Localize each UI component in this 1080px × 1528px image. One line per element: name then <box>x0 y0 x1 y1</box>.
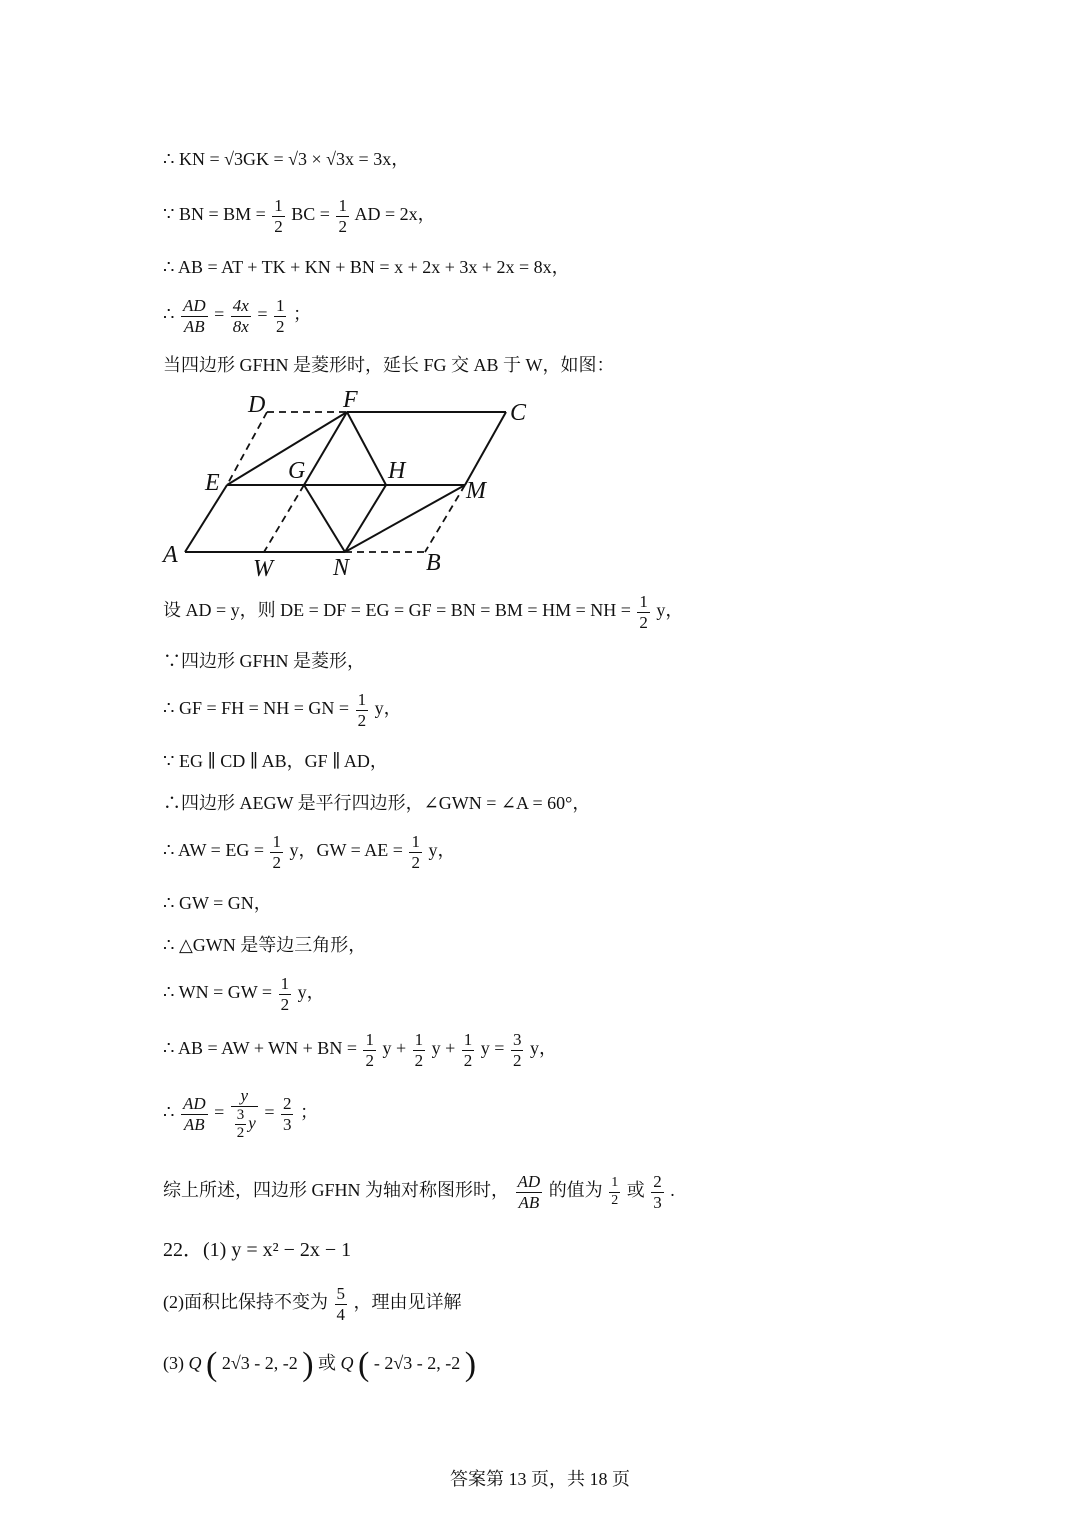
solution-line-8 <box>163 690 402 730</box>
solution-line-3: ∴ AB = AT + TK + KN + BN = x + 2x + 3x + 2x = 8x， <box>163 257 570 277</box>
line4-post: ； <box>292 304 311 325</box>
label-D: D <box>248 392 266 418</box>
fraction-half: $\frac{1}{2}$ <box>274 196 283 236</box>
line2-pre: ∵ BN = BM = <box>163 204 266 225</box>
fraction-three-halves: $\frac{3}{2}$ <box>512 1030 522 1070</box>
label-G: G <box>288 458 306 484</box>
solution-line-17 <box>163 1172 675 1212</box>
line11-pre: ∴ AW = EG = <box>163 840 264 861</box>
solution-line-5: 当四边形 GFHN 是菱形时，延长 FG 交 AB 于 W，如图： <box>163 355 615 375</box>
q22-3-or: 或 <box>318 1353 337 1374</box>
line6-pre: 设 AD = y，则 DE = DF = EG = GF = BN = BM = HM = NH = <box>163 600 631 621</box>
fraction-half: $\frac{1}{2}$ <box>365 1030 374 1070</box>
q22-3-pre: (3) <box>163 1353 184 1374</box>
solution-line-13: ∴ △GWN 是等边三角形， <box>163 935 367 955</box>
line17-pre: 综上所述，四边形 GFHN 为轴对称图形时， <box>163 1180 510 1201</box>
equals: = <box>264 1102 275 1123</box>
fraction-y-over-three-halves-y: y $\frac{3}{2}$ y <box>231 1086 258 1142</box>
fraction-4x-8x: $\frac{4x}{8x}$ <box>232 296 249 336</box>
line17-mid: 的值为 <box>548 1180 603 1201</box>
line11-mid: y，GW = AE = <box>289 840 403 861</box>
answer-22-part-2 <box>163 1284 462 1324</box>
solution-line-16 <box>163 1086 318 1142</box>
fraction-two-thirds: $\frac{2}{3}$ <box>282 1093 292 1134</box>
equals: = <box>214 304 225 325</box>
q22-3-q1: Q <box>188 1353 202 1374</box>
q22-2-pre: (2)面积比保持不变为 <box>163 1292 328 1313</box>
line6-post: y， <box>656 600 684 621</box>
fraction-ad-ab: $\frac{AD}{AB}$ <box>517 1172 541 1212</box>
line16-pre: ∴ <box>163 1102 175 1123</box>
paren-open: ( <box>206 1346 218 1383</box>
line-EF <box>227 412 347 485</box>
line14-post: y， <box>297 982 325 1003</box>
line16-post: ； <box>299 1102 318 1123</box>
label-N: N <box>333 555 350 581</box>
q22-3-point-a: 2√3 - 2, -2 <box>221 1353 298 1374</box>
line2-post: AD = 2x， <box>354 204 436 225</box>
fraction-half: $\frac{1}{2}$ <box>463 1030 473 1070</box>
line-GN <box>304 485 345 552</box>
fraction-half: $\frac{1}{2}$ <box>357 690 367 730</box>
line2-mid: BC = <box>291 204 330 225</box>
label-M: M <box>466 478 486 504</box>
rhombus-diagram <box>160 390 540 590</box>
line15-post: y， <box>529 1038 557 1059</box>
answer-22-part-1: 22．(1) y = x² − 2x − 1 <box>163 1239 352 1261</box>
solution-line-11 <box>163 832 455 872</box>
solution-line-1: ∴ KN = √3GK = √3 × √3x = 3x， <box>163 149 410 169</box>
label-W: W <box>253 556 273 582</box>
fraction-half-small: $\frac{1}{2}$ <box>611 1175 619 1208</box>
line-DE <box>227 412 267 485</box>
label-C: C <box>510 400 527 426</box>
line-HN <box>345 485 386 552</box>
fraction-half: $\frac{1}{2}$ <box>275 296 285 336</box>
line15-y: y + <box>382 1038 407 1059</box>
line17-or: 或 <box>626 1180 645 1201</box>
label-E: E <box>205 470 220 496</box>
line14-pre: ∴ WN = GW = <box>163 982 273 1003</box>
solution-line-14 <box>163 974 325 1014</box>
line11-post: y， <box>428 840 456 861</box>
fraction-half: $\frac{1}{2}$ <box>411 832 420 872</box>
fraction-half: $\frac{1}{2}$ <box>272 832 281 872</box>
fraction-half: $\frac{1}{2}$ <box>639 592 648 632</box>
paren-close: ) <box>302 1346 314 1383</box>
paren-open: ( <box>358 1346 370 1383</box>
line17-post: . <box>670 1180 675 1201</box>
q22-3-point-b: - 2√3 - 2, -2 <box>373 1353 461 1374</box>
line15-pre: ∴ AB = AW + WN + BN = <box>163 1038 357 1059</box>
solution-line-15 <box>163 1030 557 1070</box>
q22-3-q2: Q <box>340 1353 354 1374</box>
line15-y2: y = <box>480 1038 505 1059</box>
line8-post: y， <box>374 698 402 719</box>
line-CM <box>465 412 506 485</box>
label-B: B <box>426 550 441 576</box>
line-FG <box>304 412 347 485</box>
solution-line-12: ∴ GW = GN， <box>163 893 272 913</box>
label-A: A <box>163 542 178 568</box>
solution-line-10: ∴四边形 AEGW 是平行四边形，∠GWN = ∠A = 60°， <box>163 793 591 813</box>
answer-22-part-3 <box>163 1348 476 1382</box>
line4-pre: ∴ <box>163 304 175 325</box>
fraction-ad-ab: $\frac{AD}{AB}$ <box>182 296 206 336</box>
label-H: H <box>388 458 406 484</box>
label-F: F <box>343 390 358 413</box>
line-NM <box>345 485 465 552</box>
paren-close: ) <box>464 1346 477 1383</box>
solution-line-7: ∵四边形 GFHN 是菱形， <box>163 651 366 671</box>
solution-line-2 <box>163 196 436 236</box>
fraction-five-fourths: $\frac{5}{4}$ <box>336 1284 345 1324</box>
line-GW <box>264 485 304 552</box>
fraction-ad-ab: $\frac{AD}{AB}$ <box>182 1093 206 1134</box>
fraction-two-thirds: $\frac{2}{3}$ <box>653 1172 662 1212</box>
solution-line-9: ∵ EG ∥ CD ∥ AB，GF ∥ AD， <box>163 751 388 771</box>
fraction-half: $\frac{1}{2}$ <box>338 196 347 236</box>
page-footer: 答案第 13 页，共 18 页 <box>450 1469 630 1489</box>
q22-2-post: ，理由见详解 <box>353 1292 462 1313</box>
equals: = <box>257 304 268 325</box>
equals: = <box>214 1102 225 1123</box>
line-FH <box>347 412 386 485</box>
line8-pre: ∴ GF = FH = NH = GN = <box>163 698 350 719</box>
fraction-half: $\frac{1}{2}$ <box>414 1030 424 1070</box>
solution-line-6 <box>163 592 683 632</box>
solution-line-4 <box>163 296 311 336</box>
line15-y: y + <box>431 1038 456 1059</box>
fraction-half: $\frac{1}{2}$ <box>280 974 290 1014</box>
